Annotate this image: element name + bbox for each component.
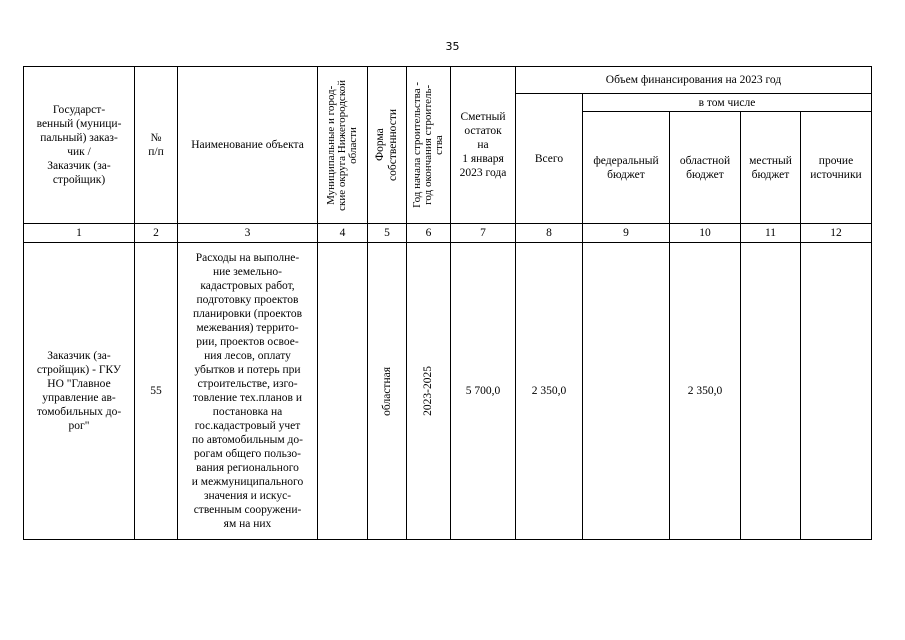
header-municipality: Муниципальные и город- ские округа Нижегородской области bbox=[318, 67, 368, 224]
column-number: 5 bbox=[368, 224, 407, 243]
column-number: 8 bbox=[516, 224, 583, 243]
column-number: 2 bbox=[135, 224, 178, 243]
cell-local bbox=[741, 243, 801, 540]
column-number: 7 bbox=[451, 224, 516, 243]
column-number: 10 bbox=[670, 224, 741, 243]
header-including: в том числе bbox=[583, 94, 872, 112]
column-number: 3 bbox=[178, 224, 318, 243]
cell-federal bbox=[583, 243, 670, 540]
cell-years: 2023-2025 bbox=[407, 243, 451, 540]
header-years: Год начала строительства - год окончания строитель- ства bbox=[407, 67, 451, 224]
cell-num: 55 bbox=[135, 243, 178, 540]
cell-regional: 2 350,0 bbox=[670, 243, 741, 540]
header-federal: федеральный бюджет bbox=[583, 112, 670, 224]
column-numbers-row bbox=[24, 224, 872, 243]
financing-table bbox=[23, 66, 872, 540]
header-financing: Объем финансирования на 2023 год bbox=[516, 67, 872, 94]
column-number: 1 bbox=[24, 224, 135, 243]
header-other: прочие источники bbox=[801, 112, 872, 224]
cell-object-name: Расходы на выполне- ние земельно- кадастровых работ, подготовку проектов планировки (проектов межевания) террито- рии, проектов освое- ния лесов, оплату убытков и потерь при строительстве, изго- товление тех.планов и постановка на гос.кадастровый учет по автомобильным до- рогам общего пользо- вания регионального и межмуниципального значения и искус- ственным сооружени- ям на них bbox=[178, 243, 318, 540]
header-local: местный бюджет bbox=[741, 112, 801, 224]
column-number: 4 bbox=[318, 224, 368, 243]
cell-total: 2 350,0 bbox=[516, 243, 583, 540]
page-number: 35 bbox=[445, 40, 460, 53]
cell-other bbox=[801, 243, 872, 540]
column-number: 9 bbox=[583, 224, 670, 243]
column-number: 6 bbox=[407, 224, 451, 243]
cell-municipality bbox=[318, 243, 368, 540]
header-object-name: Наименование объекта bbox=[178, 67, 318, 224]
header-ownership: Форма собственности bbox=[368, 67, 407, 224]
column-number: 11 bbox=[741, 224, 801, 243]
header-num: № п/п bbox=[135, 67, 178, 224]
column-number: 12 bbox=[801, 224, 872, 243]
header-estimate: Сметный остаток на 1 января 2023 года bbox=[451, 67, 516, 224]
header-total: Всего bbox=[516, 94, 583, 224]
header-row-1 bbox=[24, 67, 872, 94]
cell-ownership: областная bbox=[368, 243, 407, 540]
header-customer: Государст- венный (муници- пальный) заказ- чик / Заказчик (за- стройщик) bbox=[24, 67, 135, 224]
cell-estimate: 5 700,0 bbox=[451, 243, 516, 540]
table-row bbox=[24, 243, 872, 540]
header-regional: областной бюджет bbox=[670, 112, 741, 224]
cell-customer: Заказчик (за- стройщик) - ГКУ НО "Главное управление ав- томобильных до- рог" bbox=[24, 243, 135, 540]
